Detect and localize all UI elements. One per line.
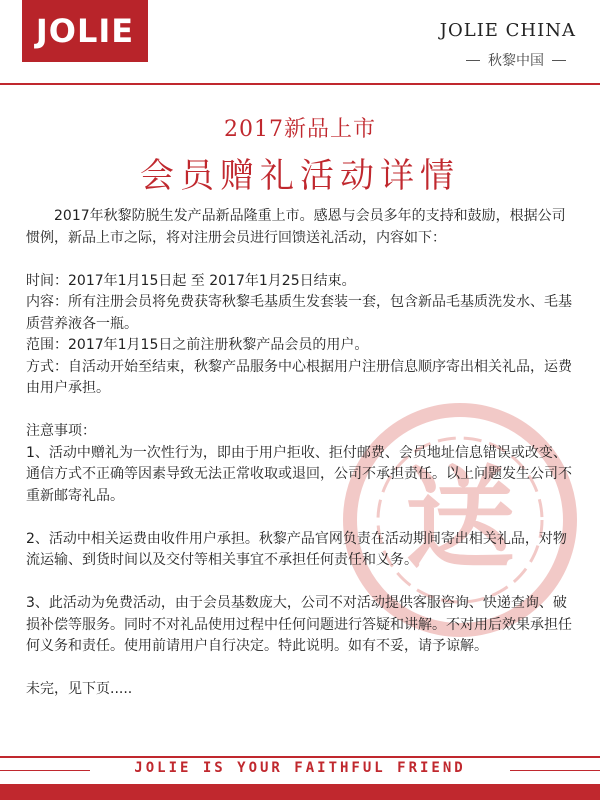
header-divider bbox=[0, 83, 600, 85]
detail-content: 内容：所有注册会员将免费获寄秋黎毛基质生发套装一套，包含新品毛基质洗发水、毛基质营养液各一瓶。 bbox=[26, 294, 572, 332]
footer-bar bbox=[0, 784, 600, 800]
dash-right bbox=[552, 60, 566, 61]
stamp-char: 送 bbox=[405, 454, 515, 583]
note-item-1: 1、活动中赠礼为一次性行为，即由于用户拒收、拒付邮费、会员地址信息错误或改变、通信方式不正确等因素导致无法正常收取或退回，公司不承担责任。以上问题发生公司不重新邮寄礼品。 bbox=[26, 444, 572, 504]
dash-left bbox=[466, 60, 480, 61]
document-body bbox=[26, 206, 578, 701]
brand-chinese: 秋黎中国 bbox=[488, 53, 544, 69]
intro-paragraph: 2017年秋黎防脱生发产品新品隆重上市。感恩与会员多年的支持和鼓励，根据公司惯例，新品上市之际，将对注册会员进行回馈送礼活动，内容如下： bbox=[26, 208, 566, 246]
title-line1: 2017新品上市 bbox=[224, 117, 376, 142]
detail-method: 方式：自活动开始至结束，秋黎产品服务中心根据用户注册信息顺序寄出相关礼品，运费由用户承担。 bbox=[26, 358, 572, 396]
brand-english: JOLIE CHINA bbox=[439, 20, 576, 41]
logo bbox=[22, 0, 148, 62]
logo-text: JOLIE bbox=[35, 12, 135, 50]
brand-chinese-wrap bbox=[466, 50, 566, 70]
notes-heading: 注意事项： bbox=[26, 423, 96, 439]
note-item-3: 3、此活动为免费活动，由于会员基数庞大，公司不对活动提供客服咨询、快递查询、破损补偿等服务。同时不对礼品使用过程中任何问题进行答疑和讲解。不对用后效果承担任何义务和责任。使用前请用户自行决定。特此说明。如有不妥，请予谅解。 bbox=[26, 595, 572, 654]
footer-slogan: JOLIE IS YOUR FAITHFUL FRIEND bbox=[134, 760, 466, 776]
footer-divider bbox=[0, 756, 600, 758]
detail-time: 时间：2017年1月15日起 至 2017年1月25日结束。 bbox=[26, 272, 356, 289]
closing-text: 未完，见下页..... bbox=[26, 681, 133, 697]
note-item-2: 2、活动中相关运费由收件用户承担。秋黎产品官网负责在活动期间寄出相关礼品，对物流运输、到货时间以及交付等相关事宜不承担任何责任和义务。 bbox=[26, 530, 567, 568]
detail-scope: 范围：2017年1月15日之前注册秋黎产品会员的用户。 bbox=[26, 337, 369, 353]
title-line2: 会员赠礼活动详情 bbox=[140, 156, 460, 196]
